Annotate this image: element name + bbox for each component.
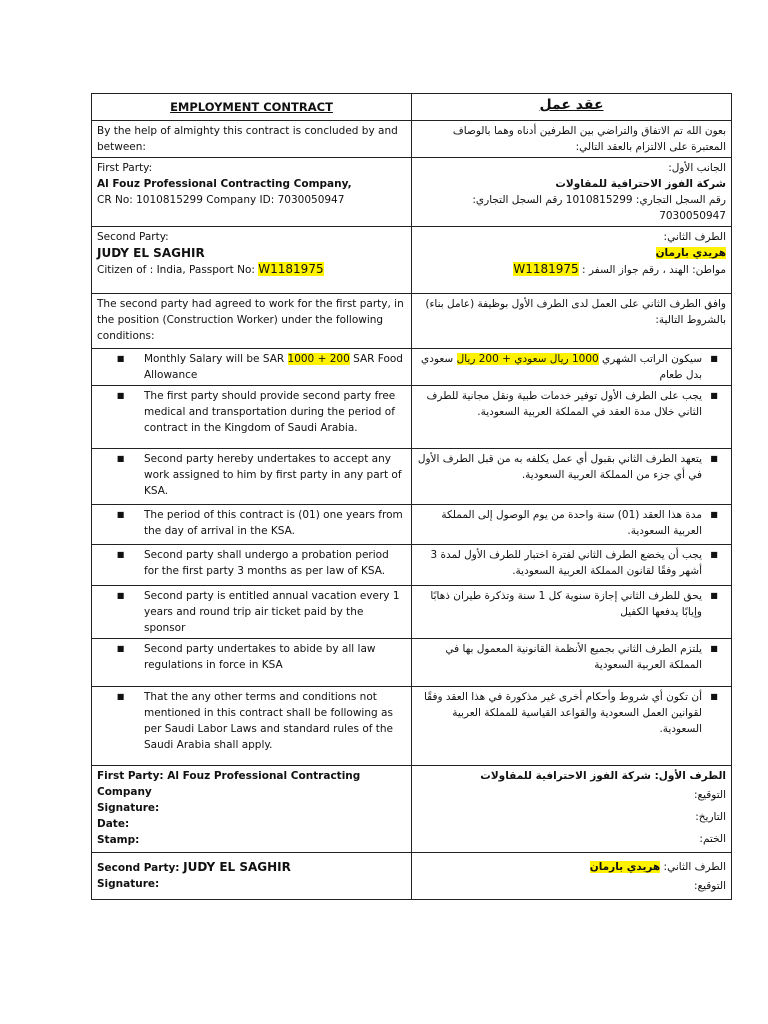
contract-title-en: EMPLOYMENT CONTRACT (170, 100, 333, 114)
sign-first-signature-label-ar: التوقيع: (693, 789, 726, 801)
bullet-icon: ■ (116, 354, 125, 363)
condition-probation-en (92, 545, 412, 586)
sign-first-party-name-ar: شركة الفوز الاحترافية للمقاولات (480, 770, 651, 782)
condition-work-en (92, 449, 412, 505)
condition-other-en (92, 687, 412, 766)
passport-number-ar: W1181975 (513, 262, 579, 276)
sign-first-date-label-en: Date: (97, 818, 130, 830)
first-party-label-ar: الجانب الأول: (668, 162, 726, 174)
condition-period-text-ar: مدة هذا العقد (01) سنة واحدة من يوم الوصول إلى المملكة العربية السعودية. (441, 509, 702, 537)
bullet-icon: ■ (710, 391, 718, 400)
condition-period-en (92, 505, 412, 545)
second-party-label-en: Second Party: (97, 231, 169, 243)
sign-second-party-name-ar: هريدي بارمان (589, 861, 661, 873)
first-party-signature-row (92, 766, 732, 853)
title-cell-ar (412, 94, 732, 121)
intro-row (92, 121, 732, 158)
condition-salary-text-ar: سيكون الراتب الشهري 1000 ريال سعودي + 200 ريال سعودي بدل طعام (421, 353, 702, 381)
first-party-cell-en (92, 158, 412, 227)
second-party-citizen-line-en (97, 261, 406, 278)
bullet-icon: ■ (116, 454, 125, 463)
condition-work-text-ar: يتعهد الطرف الثاني بقبول أي عمل يكلفه به من قبل الطرف الأول في أي جزء من المملكة العربية السعودية. (417, 453, 702, 481)
bullet-icon: ■ (116, 692, 125, 701)
bullet-icon: ■ (710, 692, 718, 701)
first-party-label-en: First Party: (97, 162, 153, 174)
condition-work-text-en: Second party hereby undertakes to accept any work assigned to him by first party in any part of KSA. (144, 453, 402, 497)
first-party-row (92, 158, 732, 227)
bullet-icon: ■ (116, 644, 125, 653)
bullet-icon: ■ (116, 510, 125, 519)
sign-second-signature-label-ar: التوقيع: (693, 880, 726, 892)
bullet-icon: ■ (116, 591, 125, 600)
agreement-text-ar: وافق الطرف الثاني على العمل لدى الطرف الأول بوظيفة (عامل بناء) بالشروط التالية: (412, 294, 732, 349)
sign-first-party-line-ar: الطرف الأول: شركة الفوز الاحترافية للمقاولات (480, 770, 726, 782)
bullet-icon: ■ (710, 550, 718, 559)
contract-title-ar: عقد عمل (539, 97, 604, 113)
sign-first-date-label-ar: التاريخ: (695, 811, 726, 823)
first-party-ids-ar: رقم السجل التجاري: 1010815299 رقم السجل التجاري: 7030050947 (472, 194, 726, 222)
second-party-signature-cell-ar (412, 853, 732, 900)
condition-other-ar (412, 687, 732, 766)
sign-second-party-line-en: Second Party: JUDY EL SAGHIR (97, 860, 291, 874)
condition-salary-text-en: Monthly Salary will be SAR 1000 + 200 SAR Food Allowance (144, 353, 403, 381)
condition-other-text-ar: أن تكون أي شروط وأحكام أخرى غير مذكورة في هذا العقد وفقًا لقوانين العمل السعودية والقواعد القياسية للمملكة العربية السعودية. (423, 691, 702, 735)
condition-vacation-text-ar: يحق للطرف الثاني إجازة سنوية كل 1 سنة وتذكرة طيران ذهابًا وإيابًا يدفعها الكفيل (430, 590, 702, 618)
salary-amount-en: 1000 + 200 (287, 353, 350, 365)
title-row (92, 94, 732, 121)
first-party-company-en: Al Fouz Professional Contracting Company, (97, 178, 352, 190)
condition-probation-ar (412, 545, 732, 586)
condition-row-period (92, 505, 732, 545)
first-party-signature-cell-en (92, 766, 412, 853)
condition-period-ar (412, 505, 732, 545)
condition-law-en (92, 639, 412, 687)
bullet-icon: ■ (710, 644, 718, 653)
condition-row-vacation (92, 586, 732, 639)
condition-work-ar (412, 449, 732, 505)
sign-second-signature-label-en: Signature: (97, 878, 160, 890)
condition-row-work (92, 449, 732, 505)
bullet-icon: ■ (710, 454, 718, 463)
second-party-signature-row (92, 853, 732, 900)
condition-row-medical (92, 386, 732, 449)
sign-first-party-line-en: First Party: Al Fouz Professional Contracting Company (97, 770, 361, 798)
bullet-icon: ■ (710, 510, 718, 519)
condition-medical-ar (412, 386, 732, 449)
agreement-row (92, 294, 732, 349)
condition-law-text-en: Second party undertakes to abide by all law regulations in force in KSA (144, 643, 376, 671)
salary-amount-ar: 1000 ريال سعودي + 200 ريال (456, 353, 599, 365)
condition-salary-en (92, 349, 412, 386)
condition-period-text-en: The period of this contract is (01) one years from the day of arrival in the KSA. (144, 509, 403, 537)
bullet-icon: ■ (116, 391, 125, 400)
condition-vacation-en (92, 586, 412, 639)
condition-row-salary (92, 349, 732, 386)
sign-first-party-name-en: Al Fouz Professional Contracting Company (97, 770, 361, 798)
condition-other-text-en: That the any other terms and conditions not mentioned in this contract shall be following as per Saudi Labor Laws and standard rules of the Saudi Arabia shall apply. (144, 691, 394, 751)
sign-second-party-line-ar: الطرف الثاني: هريدي بارمان (589, 861, 726, 873)
agreement-text-en: The second party had agreed to work for the first party, in the position (Construction Worker) under the following conditions: (92, 294, 412, 349)
condition-law-ar (412, 639, 732, 687)
intro-text-ar: بعون الله تم الاتفاق والتراضي بين الطرفين أدناه وهما بالوصاف المعتبرة على الالتزام بالعقد التالي: (412, 121, 732, 158)
second-party-citizen-line-ar (417, 261, 726, 278)
condition-medical-en (92, 386, 412, 449)
condition-medical-text-ar: يجب على الطرف الأول توفير خدمات طبية ونقل مجانية للطرف الثاني خلال مدة العقد في المملكة العربية السعودية. (426, 390, 702, 418)
condition-salary-ar (412, 349, 732, 386)
condition-vacation-ar (412, 586, 732, 639)
intro-text-en: By the help of almighty this contract is concluded by and between: (92, 121, 412, 158)
bullet-icon: ■ (710, 591, 718, 600)
second-party-name-en: JUDY EL SAGHIR (97, 246, 205, 260)
second-party-cell-en (92, 227, 412, 294)
condition-probation-text-en: Second party shall undergo a probation period for the first party 3 months as per law of KSA. (144, 549, 389, 577)
bullet-icon: ■ (116, 550, 125, 559)
condition-row-probation (92, 545, 732, 586)
bullet-icon: ■ (710, 354, 718, 363)
sign-second-party-name-en: JUDY EL SAGHIR (183, 860, 291, 874)
second-party-cell-ar (412, 227, 732, 294)
first-party-ids-en: CR No: 1010815299 Company ID: 7030050947 (97, 194, 345, 206)
second-party-label-ar: الطرف الثاني: (663, 231, 726, 243)
second-party-citizen-ar: مواطن: الهند ، رقم جواز السفر : (581, 264, 726, 276)
first-party-signature-cell-ar (412, 766, 732, 853)
sign-first-stamp-label-en: Stamp: (97, 834, 140, 846)
second-party-name-ar: هريدي بارمان (655, 247, 726, 259)
sign-first-stamp-label-ar: الختم: (699, 833, 726, 845)
second-party-citizen-en: Citizen of : India, Passport No: (97, 264, 255, 276)
title-cell-en (92, 94, 412, 121)
first-party-cell-ar (412, 158, 732, 227)
condition-medical-text-en: The first party should provide second party free medical and transportation during the period of contract in the Kingdom of Saudi Arabia. (144, 390, 396, 434)
condition-row-law (92, 639, 732, 687)
contract-table (91, 93, 732, 900)
first-party-company-ar: شركة الفوز الاحترافية للمقاولات (555, 178, 726, 190)
condition-probation-text-ar: يجب أن يخضع الطرف الثاني لفترة اختبار للطرف الأول لمدة 3 أشهر وفقًا لقانون المملكة العربية السعودية. (430, 549, 702, 577)
second-party-signature-cell-en (92, 853, 412, 900)
second-party-row (92, 227, 732, 294)
condition-law-text-ar: يلتزم الطرف الثاني بجميع الأنظمة القانونية المعمول بها في المملكة العربية السعودية (445, 643, 702, 671)
condition-row-other (92, 687, 732, 766)
sign-first-signature-label-en: Signature: (97, 802, 160, 814)
passport-number-en: W1181975 (258, 262, 324, 276)
condition-vacation-text-en: Second party is entitled annual vacation every 1 years and round trip air ticket paid by the sponsor (144, 590, 400, 634)
